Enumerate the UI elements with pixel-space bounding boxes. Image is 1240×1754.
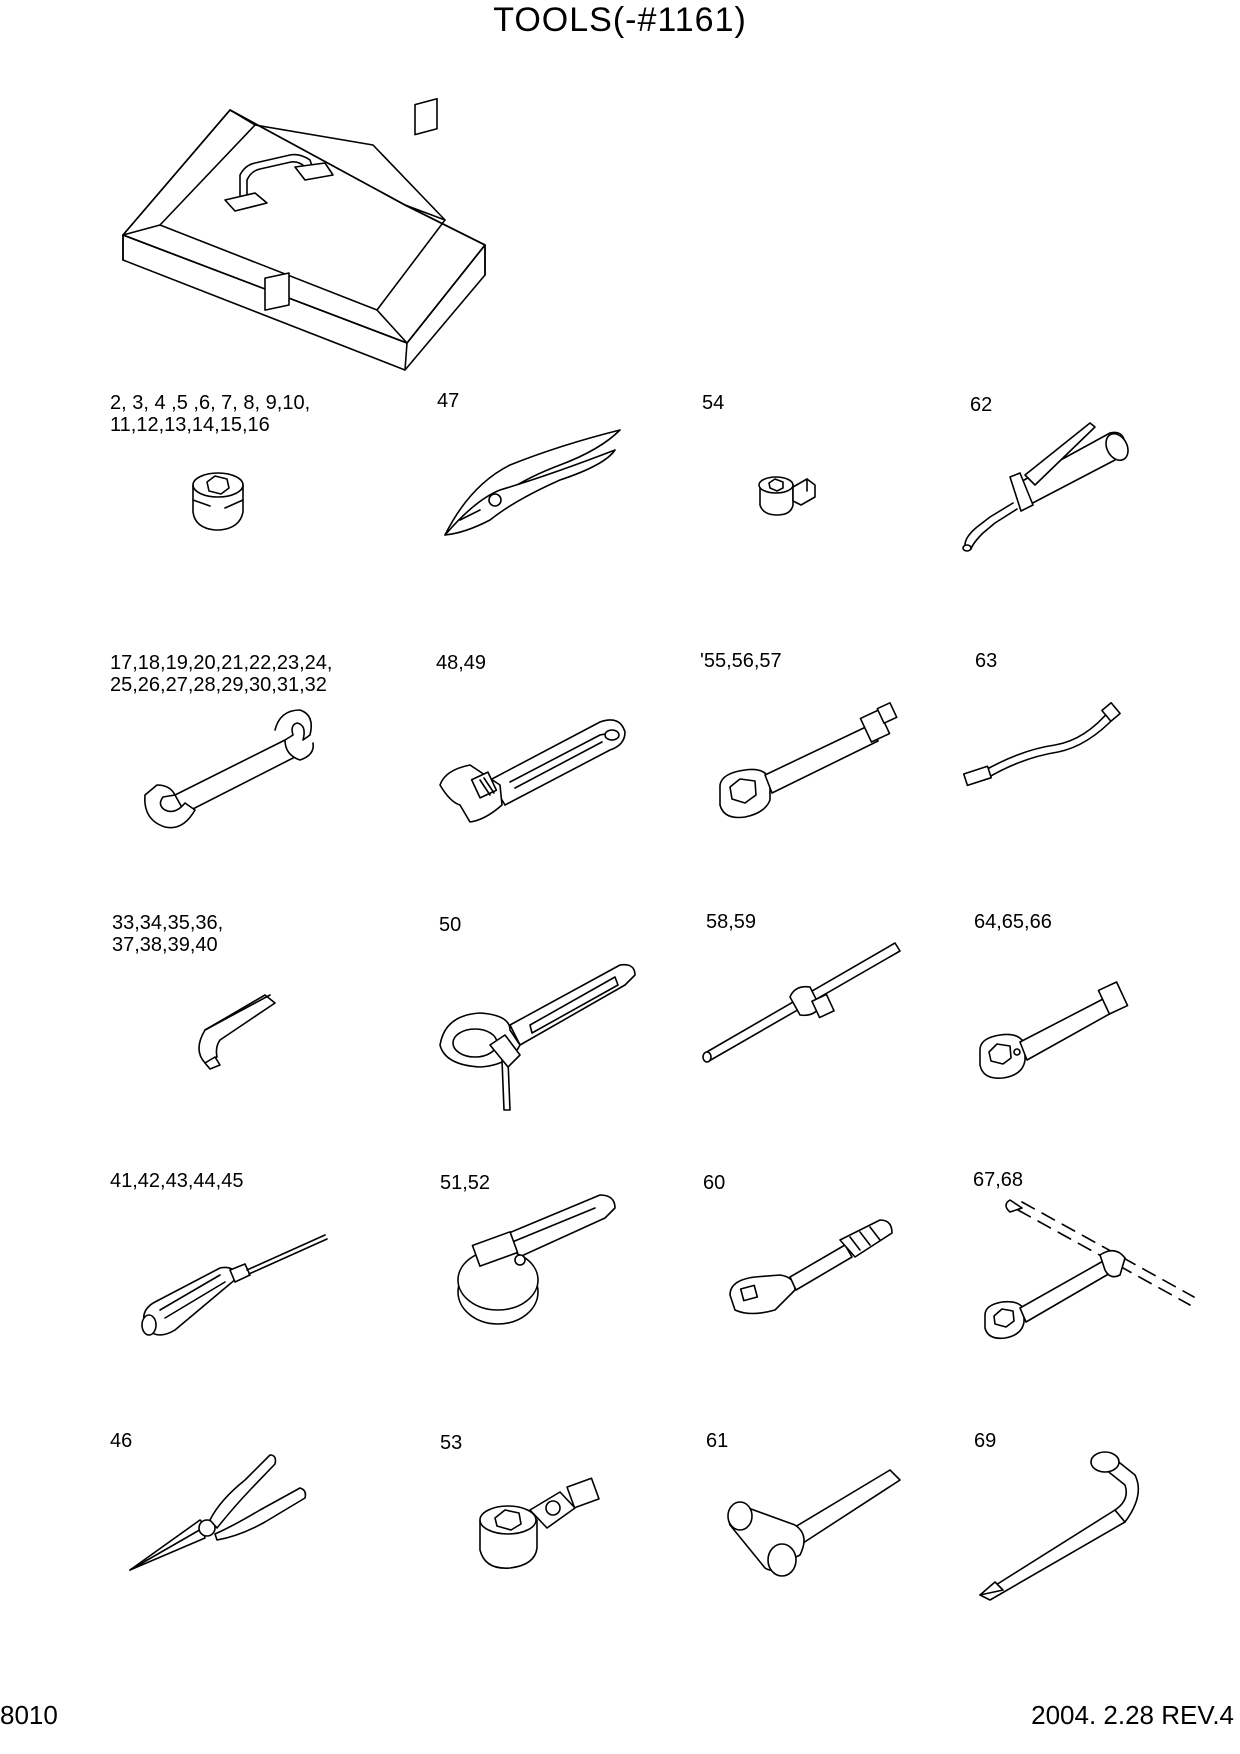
adjustable-wrench-icon xyxy=(430,710,630,830)
hammer-icon xyxy=(720,1450,905,1580)
callout-63: 63 xyxy=(975,650,998,672)
page-title: TOOLS(-#1161) xyxy=(493,1,747,39)
callout-62: 62 xyxy=(970,394,993,416)
callout-2-16: 2, 3, 4 ,5 ,6, 7, 8, 9,10, 11,12,13,14,15,16 xyxy=(110,392,311,436)
callout-67-68: 67,68 xyxy=(973,1169,1024,1191)
ratchet-handle-icon xyxy=(720,1215,900,1325)
callout-53: 53 xyxy=(440,1432,463,1454)
callout-33-40: 33,34,35,36, 37,38,39,40 xyxy=(112,912,224,956)
grease-gun-icon xyxy=(955,415,1130,555)
open-end-wrench-icon xyxy=(135,705,315,835)
toolbox-icon xyxy=(115,105,490,355)
screwdriver-icon xyxy=(135,1230,335,1345)
callout-41-45: 41,42,43,44,45 xyxy=(110,1170,244,1192)
tong-pliers-icon xyxy=(440,425,625,545)
extension-bar-icon xyxy=(710,705,900,825)
callout-58-59: 58,59 xyxy=(706,911,757,933)
callout-48-49: 48,49 xyxy=(436,652,487,674)
callout-51-52: 51,52 xyxy=(440,1172,491,1194)
sliding-t-handle-icon xyxy=(695,935,905,1065)
callout-69: 69 xyxy=(974,1430,997,1452)
filter-wrench-icon xyxy=(430,955,640,1115)
l-wrench-icon xyxy=(975,1450,1160,1600)
socket-adapter-icon xyxy=(755,465,820,520)
callout-64-66: 64,65,66 xyxy=(974,911,1052,933)
callout-17-32: 17,18,19,20,21,22,23,24, 25,26,27,28,29,30,31,32 xyxy=(110,652,333,696)
long-nose-pliers-icon xyxy=(125,1450,315,1575)
t-socket-wrench-icon xyxy=(980,1200,1195,1345)
callout-60: 60 xyxy=(703,1172,726,1194)
grease-hose-icon xyxy=(960,700,1120,790)
box-wrench-icon xyxy=(975,980,1135,1090)
callout-46: 46 xyxy=(110,1430,133,1452)
strap-wrench-icon xyxy=(450,1190,620,1340)
callout-47: 47 xyxy=(437,390,460,412)
callout-61: 61 xyxy=(706,1430,729,1452)
callout-50: 50 xyxy=(439,914,462,936)
hex-key-icon xyxy=(185,985,285,1070)
callout-54: 54 xyxy=(702,392,725,414)
callout-55-57: '55,56,57 xyxy=(700,650,782,672)
socket-icon xyxy=(185,470,255,535)
universal-joint-icon xyxy=(475,1470,610,1580)
page-number: 8010 xyxy=(0,1700,58,1730)
revision-date: 2004. 2.28 REV.4 xyxy=(1031,1700,1234,1730)
